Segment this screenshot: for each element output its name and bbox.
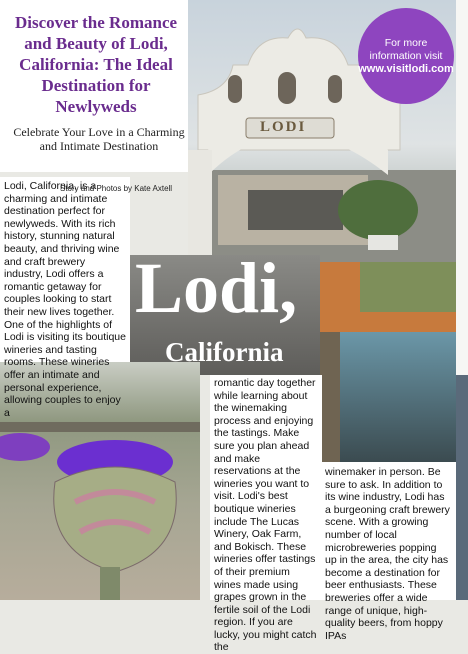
article-title: Discover the Romance and Beauty of Lodi, California: The Ideal Destination for Newlyweds <box>14 13 178 116</box>
badge-text: For more information visit <box>369 36 443 62</box>
next-page-photo-edge <box>456 375 468 600</box>
arch-sign-text: LODI <box>260 119 307 135</box>
badge-url[interactable]: www.visitlodi.com <box>358 62 454 75</box>
byline: Story and Photos by Kate Axtell <box>60 184 173 193</box>
hero-state-name: California <box>165 337 284 367</box>
column-1-text: Lodi, California, is a charming and intimate destination perfect for newlyweds. With its rich history, stunning natural beauty, and thriving wine and craft brewery industry, Lodi offers a romantic getaway for couples looking to start their new lives together. One of the highlights of Lodi is visiting its boutique wineries and tasting rooms. These wineries offer an intimate and personal experience, allowing couples to enjoy a <box>4 180 126 419</box>
fountain-photo <box>320 262 456 462</box>
column-2-text: romantic day together while learning about the winemaking process and enjoying the tastings. Make sure you plan ahead and make reservations at the wineries you want to visit. Lodi's best boutique wineries include The Lucas Winery, Oak Farm, and Bokisch. These wineries offer tastings of their premium wines made using grapes grown in the fertile soil of the Lodi region. If you are lucky, you might catch the <box>214 377 317 654</box>
article-subtitle: Celebrate Your Love in a Charming and Intimate Destination <box>13 125 185 153</box>
text-column-2 <box>210 375 322 654</box>
text-column-3 <box>320 462 456 642</box>
hero-city-name: Lodi, <box>135 248 298 328</box>
visit-website-badge[interactable] <box>358 8 454 104</box>
column-3-text: winemaker in person. Be sure to ask. In addition to its wine industry, Lodi has a burgeoning craft brewery scene. With a growing number of local microbreweries popping up in the area, the city has become a destination for beer enthusiasts. These breweries offer a wide range of unique, high-quality beers, from hoppy IPAs <box>325 466 450 642</box>
text-column-1 <box>0 177 130 419</box>
